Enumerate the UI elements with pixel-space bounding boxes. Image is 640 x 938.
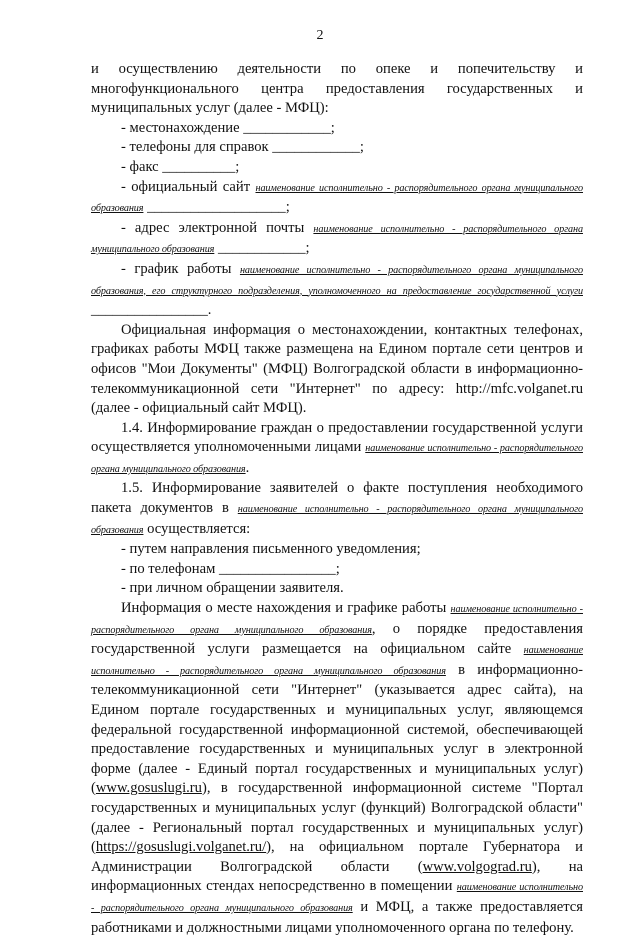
text-1-5-end: осуществляется: xyxy=(143,520,251,537)
paragraph-mfc-intro: и осуществлению деятельности по опеке и попечительству и многофункционального центра предоставления государственных и муниципальных услуг (далее - МФЦ): xyxy=(91,61,583,117)
text-g: ), в государственной информационной системе "Портал государственных и муниципальных услуг (функций) Волгоградской области" (далее - Региональный портал государственных и муниципальных услуг) ( xyxy=(91,780,583,856)
list-item-by-phone: - по телефонам ________________; xyxy=(121,560,340,577)
paragraph-1-4 xyxy=(91,419,583,480)
text-m: и МФЦ, а также предоставляется работниками и должностными лицами уполномоченного органа по телефону. xyxy=(91,898,583,936)
placeholder-organ-name: наименование исполнительно - распорядительного органа муниципального образования xyxy=(91,504,583,536)
text-1-4: 1.4. Информирование граждан о предоставлении государственной услуги осуществляется уполномоченными лицами xyxy=(91,419,583,456)
list-item-in-person: - при личном обращении заявителя. xyxy=(121,580,344,597)
link-gosuslugi[interactable]: www.gosuslugi.ru xyxy=(95,780,202,797)
text-1-5: 1.5. Информирование заявителей о факте поступления необходимого пакета документов в xyxy=(91,480,583,517)
placeholder-organ-name: наименование исполнительно - распорядительного органа муниципального образования xyxy=(91,182,583,215)
paragraph-info-placement xyxy=(91,599,583,938)
list-item-fax: - факс __________; xyxy=(121,158,240,175)
schedule-blank: ________________. xyxy=(91,302,212,319)
text-e: в информационно-телекоммуникационной сети "Интернет" (указывается адрес сайта), на Едином портале государственных и муниципальных услуг, являющемся федеральной государственной информационной системой, обеспечивающей предоставление государственных и муниципальных услуг в электронной форме (далее - Единый портал государственных и муниципальных услуг) ( xyxy=(91,661,584,797)
document-body xyxy=(91,60,583,938)
placeholder-organ-name: наименование исполнительно - распорядительного органа муниципального образования xyxy=(91,223,583,256)
list-item-phones: - телефоны для справок ____________; xyxy=(121,139,364,156)
link-regional-portal[interactable]: https://gosuslugi.volganet.ru/ xyxy=(95,839,267,856)
text-a: Информация о месте нахождения и графике работы xyxy=(121,600,451,617)
list-item-website xyxy=(91,178,583,219)
text-k: ), на информационных стендах непосредственно в помещении xyxy=(91,858,583,895)
list-item-schedule xyxy=(91,260,583,321)
website-label: - официальный сайт xyxy=(121,178,256,195)
schedule-label: - график работы xyxy=(121,260,240,277)
website-blank: ___________________; xyxy=(143,199,290,216)
placeholder-organ-name: наименование исполнительно - распорядительного органа муниципального образования xyxy=(91,882,583,914)
text-c: , о порядке предоставления государственной услуги размещается на официальном сайте xyxy=(91,620,583,658)
list-item-location: - местонахождение ____________; xyxy=(121,119,335,136)
list-item-written-notice: - путем направления письменного уведомления; xyxy=(121,541,421,558)
paragraph-1-5 xyxy=(91,479,583,540)
placeholder-organ-name: наименование исполнительно - распорядительного органа муниципального образования xyxy=(91,443,583,475)
placeholder-organ-name: наименование исполнительно - распорядительного органа муниципального образования xyxy=(91,604,583,636)
link-volgograd[interactable]: www.volgograd.ru xyxy=(422,858,532,875)
paragraph-mfc-info: Официальная информация о местонахождении, контактных телефонах, графиках работы МФЦ также размещена на Едином портале сети центров и офисов "Мои Документы" (МФЦ) Волгоградской области в информационно-телекоммуникационной сети "Интернет" по адресу: http://mfc.volganet.ru (далее - официальный сайт МФЦ). xyxy=(91,321,583,417)
email-label: - адрес электронной почты xyxy=(121,219,314,236)
email-blank: ____________; xyxy=(214,240,310,257)
text-i: ), на официальном портале Губернатора и Администрации Волгоградской области ( xyxy=(91,839,583,875)
text-1-4-end: . xyxy=(245,459,250,476)
placeholder-organ-name: наименование исполнительно - распорядительного органа муниципального образования xyxy=(91,645,583,677)
page-number: 2 xyxy=(316,28,324,43)
list-item-email xyxy=(91,219,583,260)
placeholder-organ-division: наименование исполнительно - распорядительного органа муниципального образования, его структурного подразделения, уполномоченного на предоставление государственной услуги xyxy=(91,264,583,297)
